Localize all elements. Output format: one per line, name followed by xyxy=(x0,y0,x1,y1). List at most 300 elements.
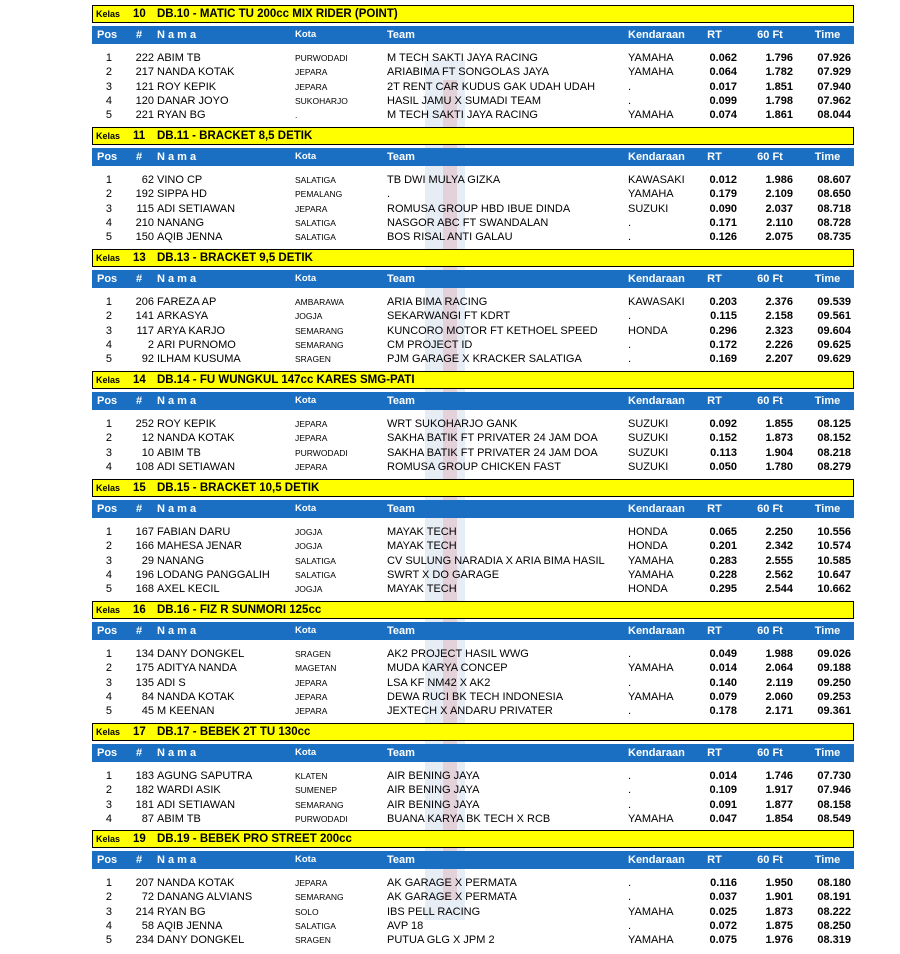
cell-time: 08.279 xyxy=(817,460,851,473)
cell-kendaraan: SUZUKI xyxy=(628,460,669,473)
cell-ft60: 1.904 xyxy=(765,446,793,459)
table-row xyxy=(92,324,854,338)
cell-ft60: 2.158 xyxy=(765,310,793,323)
cell-kota: PURWODADI xyxy=(295,813,348,824)
cell-nama: VINO CP xyxy=(157,174,203,186)
cell-num: 217 xyxy=(135,66,154,79)
cell-team: ARIA BIMA RACING xyxy=(387,296,488,308)
cell-ft60: 2.323 xyxy=(765,324,793,337)
cell-nama: WARDI ASIK xyxy=(157,784,221,797)
cell-kota: MAGETAN xyxy=(295,663,337,674)
cell-ft60: 1.854 xyxy=(765,812,793,825)
cell-num: 141 xyxy=(135,310,154,323)
header-rt: RT xyxy=(707,151,722,163)
table-row xyxy=(92,446,854,460)
cell-rt: 0.152 xyxy=(709,432,737,445)
cell-pos: 3 xyxy=(105,554,112,567)
class-number: 11 xyxy=(133,130,146,142)
cell-time: 08.607 xyxy=(817,174,851,186)
header-time: Time xyxy=(814,854,841,866)
cell-num: 72 xyxy=(141,891,154,904)
cell-team: SAKHA BATIK FT PRIVATER 24 JAM DOA xyxy=(387,432,598,445)
cell-rt: 0.037 xyxy=(709,891,737,904)
cell-rt: 0.109 xyxy=(709,784,737,797)
header-nama: N a m a xyxy=(157,29,197,41)
cell-time: 07.929 xyxy=(817,66,851,79)
cell-num: 120 xyxy=(135,94,154,107)
class-section xyxy=(92,5,854,123)
cell-ft60: 1.855 xyxy=(765,418,793,430)
header-pos: Pos xyxy=(97,625,118,637)
cell-ft60: 1.901 xyxy=(765,891,793,904)
class-title-bar xyxy=(92,830,854,848)
table-row xyxy=(92,187,854,201)
class-title-bar xyxy=(92,127,854,145)
cell-kota: SRAGEN xyxy=(295,649,331,659)
cell-pos: 2 xyxy=(105,891,112,904)
cell-team: BUANA KARYA BK TECH X RCB xyxy=(387,812,551,825)
header-rt: RT xyxy=(707,854,722,866)
cell-team: CM PROJECT ID xyxy=(387,338,473,351)
class-number: 19 xyxy=(133,833,146,845)
cell-kota: JEPARA xyxy=(295,677,328,688)
cell-kota: JEPARA xyxy=(295,691,328,702)
cell-num: 192 xyxy=(135,188,154,201)
cell-kendaraan: . xyxy=(628,231,632,244)
cell-num: 134 xyxy=(135,648,154,660)
cell-team: WRT SUKOHARJO GANK xyxy=(387,418,518,430)
cell-kendaraan: . xyxy=(628,353,632,366)
table-row xyxy=(92,876,854,890)
class-section xyxy=(92,479,854,597)
cell-team: CV SULUNG NARADIA X ARIA BIMA HASIL xyxy=(387,554,605,567)
cell-time: 09.188 xyxy=(817,662,851,675)
header-kendaraan: Kendaraan xyxy=(628,395,685,407)
cell-time: 07.962 xyxy=(817,94,851,107)
cell-kendaraan: . xyxy=(628,676,632,689)
cell-kota: SUMENEP xyxy=(295,785,338,796)
class-section xyxy=(92,830,854,948)
header-team: Team xyxy=(387,625,415,637)
cell-pos: 4 xyxy=(105,812,112,825)
cell-ft60: 2.250 xyxy=(765,526,793,538)
cell-nama: ADI S xyxy=(157,676,186,689)
cell-time: 09.561 xyxy=(817,310,851,323)
class-title: DB.15 - BRACKET 10,5 DETIK xyxy=(157,482,320,494)
cell-ft60: 1.851 xyxy=(765,80,793,93)
cell-nama: AXEL KECIL xyxy=(157,583,220,596)
cell-team: ROMUSA GROUP CHICKEN FAST xyxy=(387,460,561,473)
cell-time: 07.926 xyxy=(817,52,851,64)
cell-nama: ABIM TB xyxy=(157,446,201,459)
class-title-bar xyxy=(92,479,854,497)
cell-rt: 0.075 xyxy=(709,934,737,947)
cell-rt: 0.050 xyxy=(709,460,737,473)
cell-time: 08.718 xyxy=(817,202,851,215)
cell-kota: JOGJA xyxy=(295,584,323,595)
cell-kendaraan: KAWASAKI xyxy=(628,174,685,186)
cell-pos: 3 xyxy=(105,905,112,918)
header-ft60: 60 Ft xyxy=(757,503,783,515)
cell-rt: 0.074 xyxy=(709,109,737,122)
cell-team: KUNCORO MOTOR FT KETHOEL SPEED xyxy=(387,324,598,337)
header-team: Team xyxy=(387,747,415,759)
cell-kendaraan: . xyxy=(628,891,632,904)
cell-team: 2T RENT CAR KUDUS GAK UDAH UDAH xyxy=(387,80,596,93)
cell-kota: JEPARA xyxy=(295,706,328,717)
cell-nama: NANANG xyxy=(157,554,205,567)
cell-time: 09.539 xyxy=(817,296,851,308)
cell-num: 87 xyxy=(141,812,154,825)
cell-num: 121 xyxy=(135,80,154,93)
cell-nama: ARYA KARJO xyxy=(157,324,226,337)
header-pos: Pos xyxy=(97,395,118,407)
table-header xyxy=(92,270,854,288)
table-row xyxy=(92,216,854,230)
cell-kendaraan: . xyxy=(628,877,632,889)
header-num: # xyxy=(136,625,143,637)
header-kendaraan: Kendaraan xyxy=(628,273,685,285)
cell-pos: 1 xyxy=(105,418,112,430)
header-nama: N a m a xyxy=(157,151,197,163)
cell-kendaraan: . xyxy=(628,919,632,932)
cell-time: 09.250 xyxy=(817,676,851,689)
cell-kota: KLATEN xyxy=(295,771,328,781)
class-title-bar xyxy=(92,5,854,23)
cell-nama: NANDA KOTAK xyxy=(157,690,235,703)
cell-num: 62 xyxy=(141,174,154,186)
cell-time: 08.650 xyxy=(817,188,851,201)
cell-num: 206 xyxy=(135,296,154,308)
cell-kota: JEPARA xyxy=(295,461,328,472)
class-section xyxy=(92,249,854,367)
cell-kendaraan: SUZUKI xyxy=(628,432,669,445)
table-row xyxy=(92,798,854,812)
cell-kota: SALATIGA xyxy=(295,175,336,185)
table-row xyxy=(92,352,854,366)
cell-num: 183 xyxy=(135,770,154,782)
header-nama: N a m a xyxy=(157,747,197,759)
header-kota: Kota xyxy=(295,273,317,284)
cell-kota: SRAGEN xyxy=(295,935,331,946)
table-row xyxy=(92,568,854,582)
cell-pos: 4 xyxy=(105,94,112,107)
header-kendaraan: Kendaraan xyxy=(628,503,685,515)
cell-num: 150 xyxy=(135,231,154,244)
table-row xyxy=(92,230,854,244)
cell-kendaraan: . xyxy=(628,705,632,718)
cell-team: SWRT X DO GARAGE xyxy=(387,568,500,581)
header-time: Time xyxy=(814,503,841,515)
cell-kendaraan: . xyxy=(628,770,632,782)
cell-ft60: 1.873 xyxy=(765,432,793,445)
cell-nama: RYAN BG xyxy=(157,905,206,918)
header-num: # xyxy=(136,151,143,163)
cell-rt: 0.203 xyxy=(709,296,737,308)
cell-kota: JOGJA xyxy=(295,541,323,552)
cell-team: DEWA RUCI BK TECH INDONESIA xyxy=(387,690,564,703)
cell-ft60: 1.875 xyxy=(765,919,793,932)
header-kota: Kota xyxy=(295,503,317,514)
cell-kendaraan: . xyxy=(628,310,632,323)
cell-pos: 1 xyxy=(105,52,112,64)
cell-rt: 0.064 xyxy=(709,66,737,79)
cell-pos: 2 xyxy=(105,432,112,445)
cell-kendaraan: YAMAHA xyxy=(628,52,674,64)
cell-ft60: 2.075 xyxy=(765,231,793,244)
class-number: 10 xyxy=(133,8,146,20)
cell-num: 167 xyxy=(135,526,154,538)
cell-ft60: 1.986 xyxy=(765,174,793,186)
header-ft60: 60 Ft xyxy=(757,747,783,759)
cell-kota: PURWODADI xyxy=(295,53,348,63)
cell-nama: ADI SETIAWAN xyxy=(157,202,236,215)
header-ft60: 60 Ft xyxy=(757,625,783,637)
table-row xyxy=(92,94,854,108)
cell-nama: ADITYA NANDA xyxy=(157,662,237,675)
cell-kota: SRAGEN xyxy=(295,354,331,365)
table-row xyxy=(92,460,854,474)
cell-pos: 4 xyxy=(105,919,112,932)
cell-kota: JOGJA xyxy=(295,311,323,322)
cell-kota: JEPARA xyxy=(295,419,328,429)
cell-rt: 0.116 xyxy=(710,877,737,889)
cell-team: MAYAK TECH xyxy=(387,526,457,538)
class-title: DB.10 - MATIC TU 200cc MIX RIDER (POINT) xyxy=(157,8,398,20)
cell-team: IBS PELL RACING xyxy=(387,905,481,918)
table-row xyxy=(92,933,854,947)
cell-kendaraan: YAMAHA xyxy=(628,905,674,918)
cell-num: 12 xyxy=(141,432,154,445)
cell-pos: 3 xyxy=(105,202,112,215)
cell-kendaraan: YAMAHA xyxy=(628,690,674,703)
header-time: Time xyxy=(814,625,841,637)
class-section xyxy=(92,723,854,826)
cell-time: 07.730 xyxy=(817,770,851,782)
cell-pos: 1 xyxy=(105,648,112,660)
header-nama: N a m a xyxy=(157,273,197,285)
cell-ft60: 2.109 xyxy=(765,188,793,201)
cell-kota: SEMARANG xyxy=(295,339,344,350)
cell-nama: ARKASYA xyxy=(157,310,209,323)
cell-pos: 2 xyxy=(105,662,112,675)
cell-team: LSA KF NM42 X AK2 xyxy=(387,676,491,689)
table-row xyxy=(92,704,854,718)
cell-kendaraan: YAMAHA xyxy=(628,812,674,825)
header-kendaraan: Kendaraan xyxy=(628,151,685,163)
cell-num: 58 xyxy=(141,919,154,932)
cell-rt: 0.072 xyxy=(709,919,737,932)
cell-rt: 0.296 xyxy=(709,324,737,337)
cell-num: 92 xyxy=(141,353,154,366)
cell-nama: ABIM TB xyxy=(157,812,201,825)
cell-pos: 5 xyxy=(105,231,112,244)
cell-time: 09.026 xyxy=(817,648,851,660)
cell-team: MAYAK TECH xyxy=(387,583,457,596)
cell-time: 08.191 xyxy=(817,891,851,904)
cell-rt: 0.012 xyxy=(709,174,737,186)
cell-kendaraan: HONDA xyxy=(628,526,668,538)
cell-rt: 0.115 xyxy=(710,310,737,323)
table-row xyxy=(92,338,854,352)
cell-nama: NANANG xyxy=(157,216,205,229)
cell-kota: SALATIGA xyxy=(295,232,336,243)
table-row xyxy=(92,676,854,690)
table-header xyxy=(92,500,854,518)
cell-kendaraan: YAMAHA xyxy=(628,662,674,675)
class-label: Kelas xyxy=(96,253,121,263)
cell-num: 84 xyxy=(141,690,154,703)
cell-ft60: 2.060 xyxy=(765,690,793,703)
cell-pos: 5 xyxy=(105,934,112,947)
cell-nama: ILHAM KUSUMA xyxy=(157,353,241,366)
cell-ft60: 2.207 xyxy=(765,353,793,366)
header-num: # xyxy=(136,503,143,515)
cell-num: 166 xyxy=(135,540,154,553)
header-nama: N a m a xyxy=(157,395,197,407)
class-title: DB.14 - FU WUNGKUL 147cc KARES SMG-PATI xyxy=(157,374,415,386)
cell-pos: 2 xyxy=(105,540,112,553)
header-pos: Pos xyxy=(97,503,118,515)
cell-time: 10.647 xyxy=(817,568,851,581)
cell-kendaraan: SUZUKI xyxy=(628,202,669,215)
cell-pos: 3 xyxy=(105,676,112,689)
header-kendaraan: Kendaraan xyxy=(628,29,685,41)
cell-time: 09.253 xyxy=(817,690,851,703)
cell-kota: SEMARANG xyxy=(295,892,344,903)
table-header xyxy=(92,26,854,44)
cell-rt: 0.140 xyxy=(709,676,737,689)
header-time: Time xyxy=(814,151,841,163)
cell-pos: 2 xyxy=(105,188,112,201)
header-kendaraan: Kendaraan xyxy=(628,625,685,637)
cell-num: 214 xyxy=(135,905,154,918)
cell-time: 08.152 xyxy=(817,432,851,445)
class-section xyxy=(92,601,854,719)
cell-team: SAKHA BATIK FT PRIVATER 24 JAM DOA xyxy=(387,446,598,459)
cell-num: 117 xyxy=(136,324,154,337)
cell-nama: DANAR JOYO xyxy=(157,94,229,107)
cell-ft60: 2.562 xyxy=(765,568,793,581)
cell-team: SEKARWANGI FT KDRT xyxy=(387,310,511,323)
class-title-bar xyxy=(92,249,854,267)
cell-pos: 1 xyxy=(105,174,112,186)
class-label: Kelas xyxy=(96,483,121,493)
cell-time: 07.940 xyxy=(817,80,851,93)
table-row xyxy=(92,582,854,596)
cell-rt: 0.091 xyxy=(709,798,737,811)
cell-kota: SEMARANG xyxy=(295,325,344,336)
cell-pos: 4 xyxy=(105,216,112,229)
cell-nama: DANANG ALVIANS xyxy=(157,891,253,904)
cell-num: 182 xyxy=(135,784,154,797)
cell-rt: 0.099 xyxy=(709,94,737,107)
header-kota: Kota xyxy=(295,395,317,406)
cell-team: AVP 18 xyxy=(387,919,424,932)
cell-rt: 0.017 xyxy=(709,80,737,93)
class-number: 14 xyxy=(133,374,146,386)
header-time: Time xyxy=(814,395,841,407)
cell-nama: LODANG PANGGALIH xyxy=(157,568,270,581)
cell-time: 08.735 xyxy=(817,231,851,244)
cell-kota: PURWODADI xyxy=(295,447,348,458)
cell-time: 07.946 xyxy=(817,784,851,797)
class-label: Kelas xyxy=(96,9,121,19)
cell-kota: JOGJA xyxy=(295,527,323,537)
header-rt: RT xyxy=(707,747,722,759)
cell-rt: 0.179 xyxy=(709,188,737,201)
cell-kota: . xyxy=(295,110,298,121)
header-rt: RT xyxy=(707,503,722,515)
cell-kendaraan: YAMAHA xyxy=(628,934,674,947)
cell-team: BOS RISAL ANTI GALAU xyxy=(387,231,513,244)
cell-time: 08.180 xyxy=(817,877,851,889)
cell-nama: AQIB JENNA xyxy=(157,919,223,932)
cell-team: AK2 PROJECT HASIL WWG xyxy=(387,648,529,660)
header-ft60: 60 Ft xyxy=(757,854,783,866)
cell-num: 2 xyxy=(147,338,154,351)
cell-ft60: 1.780 xyxy=(765,460,793,473)
cell-kendaraan: SUZUKI xyxy=(628,418,669,430)
class-section xyxy=(92,371,854,474)
cell-time: 10.574 xyxy=(817,540,851,553)
cell-kota: SALATIGA xyxy=(295,555,336,566)
cell-num: 175 xyxy=(135,662,154,675)
table-row xyxy=(92,295,854,309)
header-num: # xyxy=(136,273,143,285)
cell-ft60: 1.950 xyxy=(765,877,793,889)
class-number: 15 xyxy=(133,482,146,494)
cell-nama: RYAN BG xyxy=(157,109,206,122)
cell-ft60: 2.376 xyxy=(765,296,793,308)
cell-num: 181 xyxy=(135,798,154,811)
cell-kendaraan: HONDA xyxy=(628,583,668,596)
cell-nama: FAREZA AP xyxy=(157,296,217,308)
cell-num: 108 xyxy=(135,460,154,473)
cell-kendaraan: . xyxy=(628,648,632,660)
class-title: DB.11 - BRACKET 8,5 DETIK xyxy=(157,130,313,142)
cell-ft60: 2.544 xyxy=(765,583,793,596)
cell-team: AK GARAGE X PERMATA xyxy=(387,891,517,904)
cell-nama: NANDA KOTAK xyxy=(157,432,235,445)
cell-rt: 0.171 xyxy=(709,216,737,229)
class-title-bar xyxy=(92,601,854,619)
header-team: Team xyxy=(387,395,415,407)
cell-time: 08.158 xyxy=(817,798,851,811)
cell-num: 29 xyxy=(141,554,154,567)
table-row xyxy=(92,202,854,216)
cell-ft60: 2.171 xyxy=(765,705,793,718)
cell-time: 09.629 xyxy=(817,353,851,366)
cell-nama: NANDA KOTAK xyxy=(157,66,235,79)
header-rt: RT xyxy=(707,395,722,407)
header-kendaraan: Kendaraan xyxy=(628,747,685,759)
cell-nama: M KEENAN xyxy=(157,705,215,718)
header-time: Time xyxy=(814,273,841,285)
cell-ft60: 2.037 xyxy=(765,202,793,215)
cell-rt: 0.113 xyxy=(710,446,737,459)
cell-nama: ADI SETIAWAN xyxy=(157,460,236,473)
cell-pos: 4 xyxy=(105,690,112,703)
table-row xyxy=(92,539,854,553)
cell-pos: 4 xyxy=(105,568,112,581)
cell-kota: SALATIGA xyxy=(295,920,336,931)
table-row xyxy=(92,905,854,919)
cell-num: 207 xyxy=(135,877,154,889)
cell-rt: 0.295 xyxy=(709,583,737,596)
cell-team: MAYAK TECH xyxy=(387,540,457,553)
cell-nama: DANY DONGKEL xyxy=(157,648,245,660)
